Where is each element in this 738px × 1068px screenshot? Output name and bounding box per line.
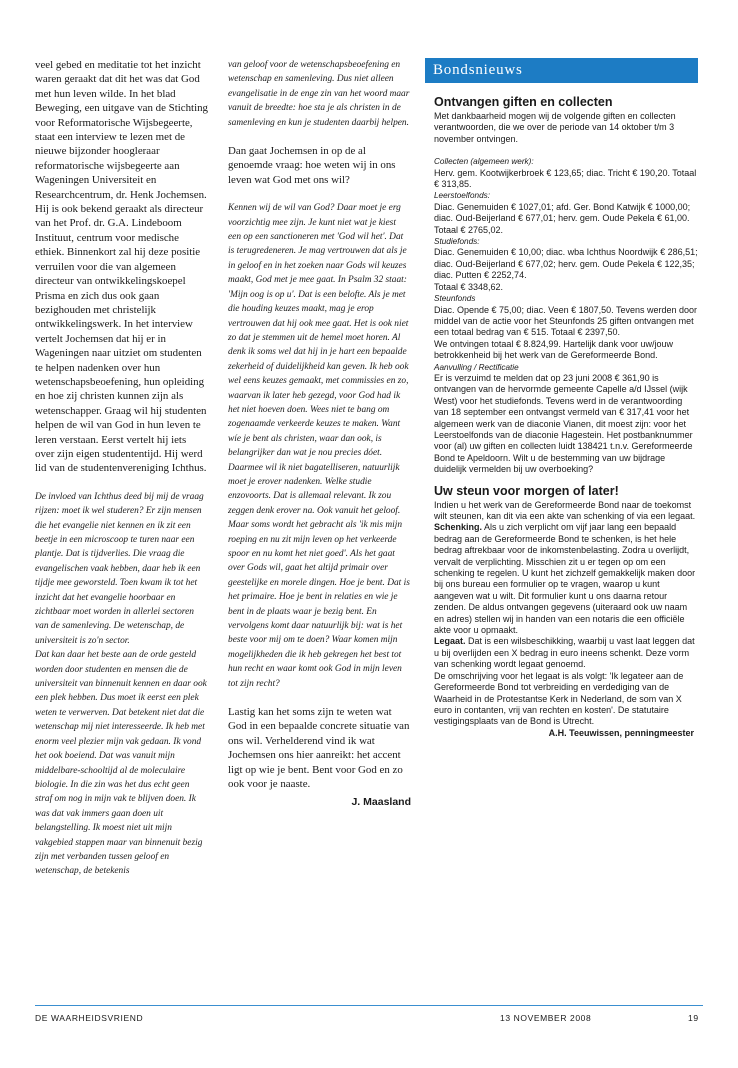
section-heading: Ontvangen giften en collecten [434,95,613,109]
thanks-text: We ontvingen totaal € 8.824,99. Hartelijk dank voor uw/jouw betrokkenheid bij het werk van de Gereformeerde Bond. [434,338,673,361]
quote-paragraph: van geloof voor de wetenschapsbeoefening en wetenschap en samenleving. Dus niet alleen evangelisatie in de enge zin van het woord maar vanuit de breedte: hoe sta je als christen in de samenleving en kun je studenten daarbij helpen. [228,60,410,128]
fund-label: Collecten (algemeen werk): [434,157,534,167]
intro-text: Met dankbaarheid mogen wij de volgende giften en collecten verantwoorden, die we over de periode van 14 oktober t/m 3 november ontvingen. [434,111,676,144]
fund-label: Studiefonds: [434,237,480,247]
article-paragraph: Lastig kan het soms zijn te weten wat God in een bepaalde concrete situatie van ons wil. Verhelderend vind ik wat Jochemsen ons hier aanreikt: het accent ligt op wie je bent. Bent voor God en zo ook voor je naaste. [228,706,410,791]
schenking-paragraph [434,522,698,636]
support-intro: Indien u het werk van de Gereformeerde Bond naar de toekomst wilt steunen, kan dit via een akte van schenking of via een legaat. [434,499,696,521]
footer-rule [35,1005,703,1006]
author-signature: J. Maasland [351,795,411,808]
schenking-text: Als u zich verplicht om vijf jaar lang een bepaald bedrag aan de Gereformeerde Bond te schenken, is het hele bedrag aftrekbaar voor de inkomstenbelasting. Zodra u overlijdt, vervalt de verplichting. Misschien zit u er tegen op om een schenking te regelen. U kunt het zichzelf gemakkelijk maken door bij ons bureau een formulier op te vragen, waarop u kunt aangeven wat u wilt. Dit formulier kunt u ons daarna retour zenden. De aldus ontvangen gegevens (uiteraard ook uw naam en adres) stellen wij in handen van een notaris die een officiële akte voor u opmaakt. [434,522,696,636]
column-middle [228,58,411,808]
column-left [35,58,208,879]
section-banner: Bondsnieuws [425,58,698,83]
fund-label: Steunfonds [434,294,476,304]
article-paragraph: Dan gaat Jochemsen in op de al genoemde vraag: hoe weten wij in ons leven wat God met ons wil? [228,145,396,186]
legaat-paragraph [434,636,698,670]
fund-text: Diac. Genemuiden € 1027,01; afd. Ger. Bond Katwijk € 1000,00; diac. Oud-Beijerland € 677,01; herv. gem. Oude Pekela € 61,00. Totaal € 2765,02. [434,201,691,235]
quote-paragraph: Dat kan daar het beste aan de orde gesteld worden door studenten en mensen die de universiteit van binnenuit kennen en daar ook een plek hebben. Dus moet ik eerst een plek weten te verwerven. Dat betekent niet dat die wetenschap mij niet interesseerde. Ik heb met enorm veel plezier mijn vak gedaan. Ik vond het ook boeiend. Dat was vanuit mijn middelbare-schooltijd al de moleculaire biologie. In die zin was het dus echt geen straf om nog in mijn vak te blijven doen. Ik was dat vak immers gaan doen uit belangstelling. Ik moest niet uit mijn vakgebied stappen maar van binnenuit bezig zijn met verbanden tussen geloof en wetenschap, de betekenis [35,650,207,877]
legaat-label: Legaat. [434,636,466,647]
footer-publication: DE WAARHEIDSVRIEND [35,1013,144,1023]
footer-date: 13 NOVEMBER 2008 [500,1013,592,1023]
quote-paragraph: Kennen wij de wil van God? Daar moet je erg voorzichtig mee zijn. Je kunt niet wat je kiest een op een sanctioneren met 'God wil het'. Dat is terugredeneren. Je mag vertrouwen dat als je in geloof en in het zoeken naar Gods wil keuzes maakt, God met je mee gaat. In Psalm 32 staat: 'Mijn oog is op u'. Dat is een belofte. Als je met die houding keuzes maakt, mag je erop vertrouwen dat hij ook mee gaat. Het is ook niet zo dat je stemmen uit de hemel moet horen. Al denk ik soms wel dat hij in je hart een bepaalde zekerheid of duidelijkheid kan geven. Ik heb ook wel eens keuzes gemaakt, met commissies en zo, waarvan ik later heb gezegd, voor God had ik het niet hoeven doen. Wees niet te bang om zogenaamde verkeerde keuzes te maken. Want wíe je bent als christen, waar dan ook, is belangrijker dan wat je nou precies dóet. Daarmee wil ik niet bagatelliseren, natuurlijk moet je erover nadenken. Welke studie enzovoorts. Dat is allemaal relevant. Ik zou zeggen denk erover na. Ook vanuit het geloof. Maar soms wordt het gebracht als 'ik mis mijn roeping en nu zit mijn leven op het verkeerde spoor en nu komt het niet goed'. Als het gaat over Gods wil, gaat het altijd primair over geestelijke en morele dingen. Hoe je bent. Dat is het primaire. Hoe je bent in relaties en wie je bent in de plaats waar je bezig bent. En vervolgens komt daar natuurlijk bij: wat is het beste voor mij om te doen? Waar komen mijn mogelijkheden die ik heb gekregen het best tot hun recht en waar komt ook God in mijn leven tot zijn recht? [228,203,410,689]
column-right [425,58,698,739]
section-heading: Uw steun voor morgen of later! [434,483,619,498]
fund-label: Leerstoelfonds: [434,191,490,201]
rectification-text: Er is verzuimd te melden dat op 23 juni 2008 € 361,90 is ontvangen van de hervormde gemeente Capelle a/d IJssel (wijk West) voor het studiefonds. Tevens werd in de verantwoording van 18 september een ontvangst vermeld van € 317,41 voor het algemeen werk van de diaconie Vianen, dit moest zijn: voor het Leerstoelfonds van de diaconie Hagestein. Het postbanknummer voor (al) uw giften en collecten luidt 138421 t.n.v. Gereformeerde Bond te Apeldoorn. Wilt u de bestemming van uw bijdrage duidelijk vermelden bij uw overboeking? [434,372,693,475]
fund-text: Herv. gem. Kootwijkerbroek € 123,65; diac. Tricht € 190,20. Totaal € 313,85. [434,167,697,190]
fund-text: Diac. Genemuiden € 10,00; diac. wba Ichthus Noordwijk € 286,51; diac. Oud-Beijerland € 677,02; herv. gem. Oude Pekela € 122,35; diac. Putten € 2252,74. [434,247,698,281]
treasurer-signature: A.H. Teeuwissen, penningmeester [548,727,694,738]
fund-total: Totaal € 3348,62. [434,281,504,292]
schenking-label: Schenking. [434,522,483,533]
article-paragraph: veel gebed en meditatie tot het inzicht waren geraakt dat dit het was dat God met hun leven wilde. In het blad Beweging, een uitgave van de Stichting voor Reformatorische Wijsbegeerte, staat een interview te lezen met de nieuwe bijzonder hoogleraar reformatorische wijsbegeerte aan Wageningen Universiteit en Researchcentrum, dr. Henk Jochemsen. Hij is ook bekend geraakt als directeur van het Prof. dr. G.A. Lindeboom Instituut, centrum voor medische ethiek. Binnenkort zal hij deze positie verruilen voor die van algemeen directeur van ontwikkelingskoepel Prisma en zich dus ook gaan bezighouden met christelijk ontwikkelingswerk. In het interview vertelt Jochemsen dat hij er in Wageningen naar uitziet om studenten te helpen nadenken over hun wetenschapsbeoefening, hun opleiding en hoe zij christen kunnen zijn als wetenschapper. Graag wil hij studenten helpen de wil van God in hun leven te leren verstaan. Eerst vertelt hij iets over zijn eigen studententijd. Hij werd lid van de studentenvereniging Ichthus. [35,59,208,475]
legaat-omschrijving: De omschrijving voor het legaat is als volgt: 'Ik legateer aan de Gereformeerde Bond tot verbreiding en verdediging van de Waarheid in de Protestantse Kerk in Nederland, de som van X euro in contanten, vrij van rechten en kosten'. De statutaire vestigingsplaats van de Bond is Utrecht. [434,670,684,727]
page-number: 19 [688,1013,699,1023]
fund-label: Aanvulling / Rectificatie [434,362,519,372]
legaat-text: Dat is een wilsbeschikking, waarbij u vast laat leggen dat u bij overlijden een X bedrag in euro ineens schenkt. Deze vorm van schenking wordt legaat genoemd. [434,636,695,670]
quote-paragraph: De invloed van Ichthus deed bij mij de vraag rijzen: moet ik wel studeren? Er zijn mensen die het evangelie niet kennen en ik zit een beetje in een microscoop te turen naar een plantje. Dat is tijdverlies. Die vraag die evangelischen vaak hebben, daar heb ik een tijdje mee geworsteld. Toen kwam ik tot het inzicht dat het evangelie hoorbaar en zichtbaar moet worden in allerlei sectoren van de samenleving. De wetenschap, de universiteit is zo'n sector. [35,491,204,646]
fund-text: Diac. Opende € 75,00; diac. Veen € 1807,50. Tevens werden door middel van de actie voor het Steunfonds 25 giften ontvangen met een totaal bedrag van € 515. Totaal € 2397,50. [434,304,698,338]
